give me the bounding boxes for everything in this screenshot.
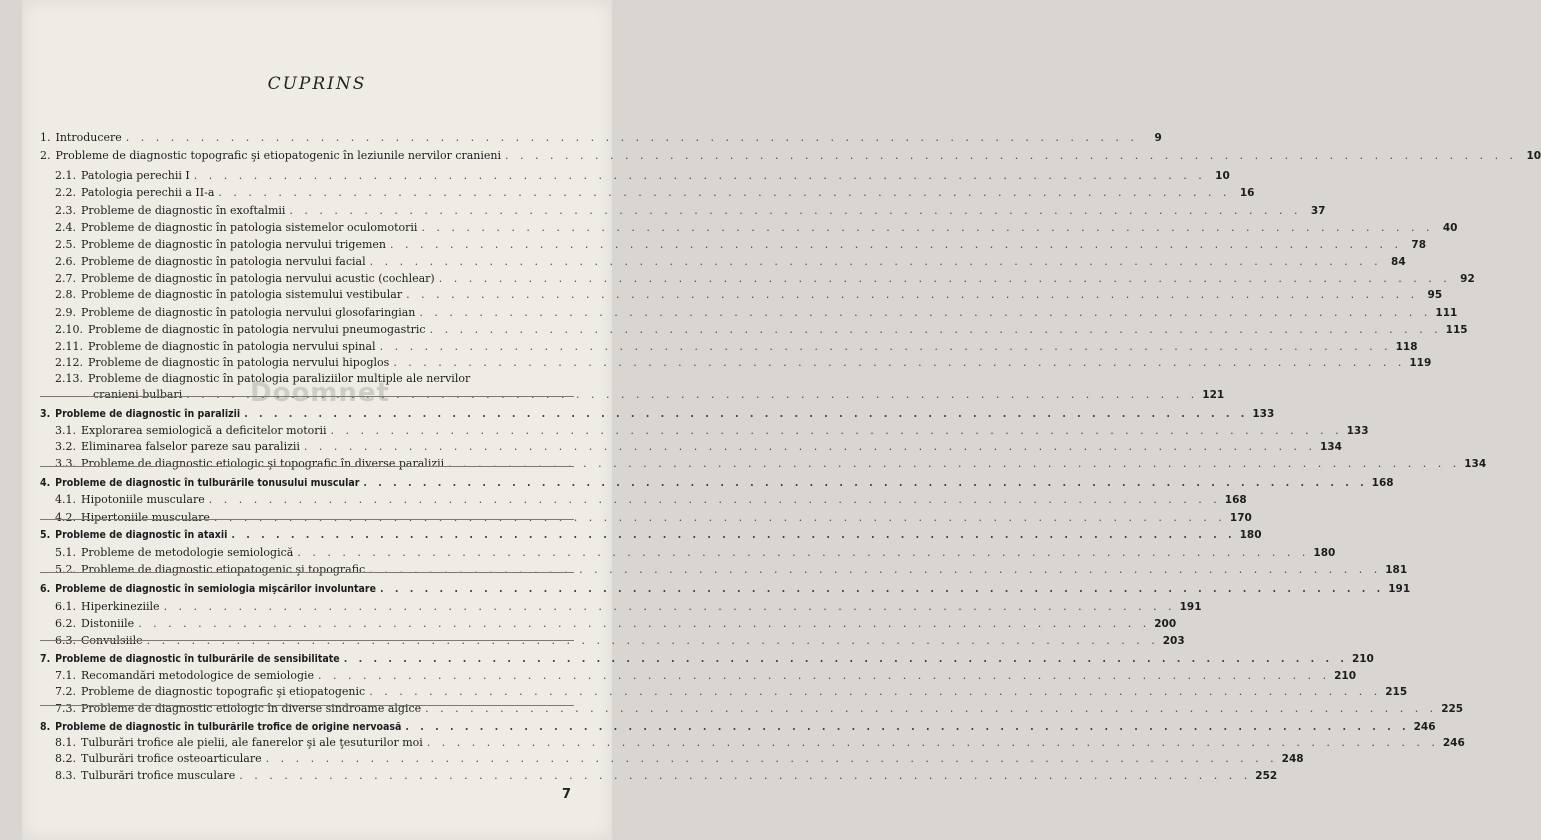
toc-entry: 5.1. Probleme de metodologie semiologică . . . 180 [55,546,574,560]
toc-entry: 2.1. Patologia perechii I . . . 10 [55,169,574,183]
section-divider [40,572,574,573]
toc-entry: 2.12. Probleme de diagnostic în patologia nervului hipoglos . . . 119 [55,356,574,370]
toc-entry: 8.3. Tulburări trofice musculare . . . 252 [55,769,574,783]
toc-entry: 2.9. Probleme de diagnostic în patologia nervului glosofaringian . . . 111 [55,306,574,320]
toc-entry: 4.1. Hipotoniile musculare . . . 168 [55,493,574,507]
toc-entry: 4. Probleme de diagnostic în tulburările tonusului muscular . . . 168 [40,476,574,490]
toc-entry: 8.1. Tulburări trofice ale pielii, ale fanerelor şi ale ţesuturilor moi . . . 246 [55,736,574,750]
toc-entry: 7.2. Probleme de diagnostic topografic şi etiopatogenic . . . 215 [55,685,574,699]
toc-entry: 8. Probleme de diagnostic în tulburările trofice de origine nervoasă . . . 246 [40,720,574,734]
toc-entry: 6.1. Hiperkineziile . . . 191 [55,600,574,614]
toc-entry: 2.11. Probleme de diagnostic în patologia nervului spinal . . . 118 [55,340,574,354]
toc-entry: 7. Probleme de diagnostic în tulburările de sensibilitate . . . 210 [40,652,574,666]
toc-entry: 8.2. Tulburări trofice osteoarticulare . . . 248 [55,752,574,766]
toc-entry: cranieni bulbari . . . 121 [93,388,574,402]
toc-entry: 2.4. Probleme de diagnostic în patologia sistemelor oculomotorii . . . 40 [55,221,574,235]
toc-entry: 5.2. Probleme de diagnostic etiopatogenic şi topografic . . . 181 [55,563,574,577]
toc-entry: 6.3. Convulsiile . . . 203 [55,634,574,648]
page-number: 7 [562,787,572,802]
toc-entry: 2.5. Probleme de diagnostic în patologia nervului trigemen . . . 78 [55,238,574,252]
toc-entry: 3.3. Probleme de diagnostic etiologic şi topografic în diverse paralizii . . . 134 [55,457,574,471]
toc-entry: 2.8. Probleme de diagnostic în patologia sistemului vestibular . . . 95 [55,288,574,302]
toc-entry: 6.2. Distoniile . . . 200 [55,617,574,631]
toc-entry: 6. Probleme de diagnostic în semiologia mişcărilor involuntare . . . 191 [40,582,574,596]
toc-entry: 3.2. Eliminarea falselor pareze sau paralizii . . . 134 [55,440,574,454]
toc-entry: 7.1. Recomandări metodologice de semiologie . . . 210 [55,669,574,683]
toc-entry: 2.13. Probleme de diagnostic în patologia paraliziilor multiple ale nervilor [55,372,471,385]
toc-entry: 2.3. Probleme de diagnostic în exoftalmii . . . 37 [55,204,574,218]
section-divider [40,519,574,520]
section-divider [40,466,574,467]
toc-entry: 2.10. Probleme de diagnostic în patologia nervului pneumogastric . . . 115 [55,323,574,337]
toc-entry: 2.6. Probleme de diagnostic în patologia nervului facial . . . 84 [55,255,574,269]
toc-entry: 1. Introducere . . . 9 [40,131,574,145]
toc-entry: 3.1. Explorarea semiologică a deficitelor motorii . . . 133 [55,424,574,438]
toc-entry: 2.7. Probleme de diagnostic în patologia nervului acustic (cochlear) . . . 92 [55,272,574,286]
toc-entry: 5. Probleme de diagnostic în ataxii . . . 180 [40,528,574,542]
section-divider [40,396,574,397]
toc-entry: 7.3. Probleme de diagnostic etiologic în diverse sindroame algice . . . 225 [55,702,574,716]
watermark: Doomnet [250,378,390,408]
toc-entry: 2. Probleme de diagnostic topografic şi etiopatogenic în leziunile nervilor cranieni . . . 10 [40,149,574,163]
section-divider [40,640,574,641]
toc-entry: 2.2. Patologia perechii a II-a . . . 16 [55,186,574,200]
book-page [22,0,1541,840]
section-divider [40,705,574,706]
toc-entry: 4.2. Hipertoniile musculare . . . 170 [55,511,574,525]
page-title: CUPRINS [267,74,367,94]
toc-entry: 3. Probleme de diagnostic în paralizii . . . 133 [40,407,574,421]
